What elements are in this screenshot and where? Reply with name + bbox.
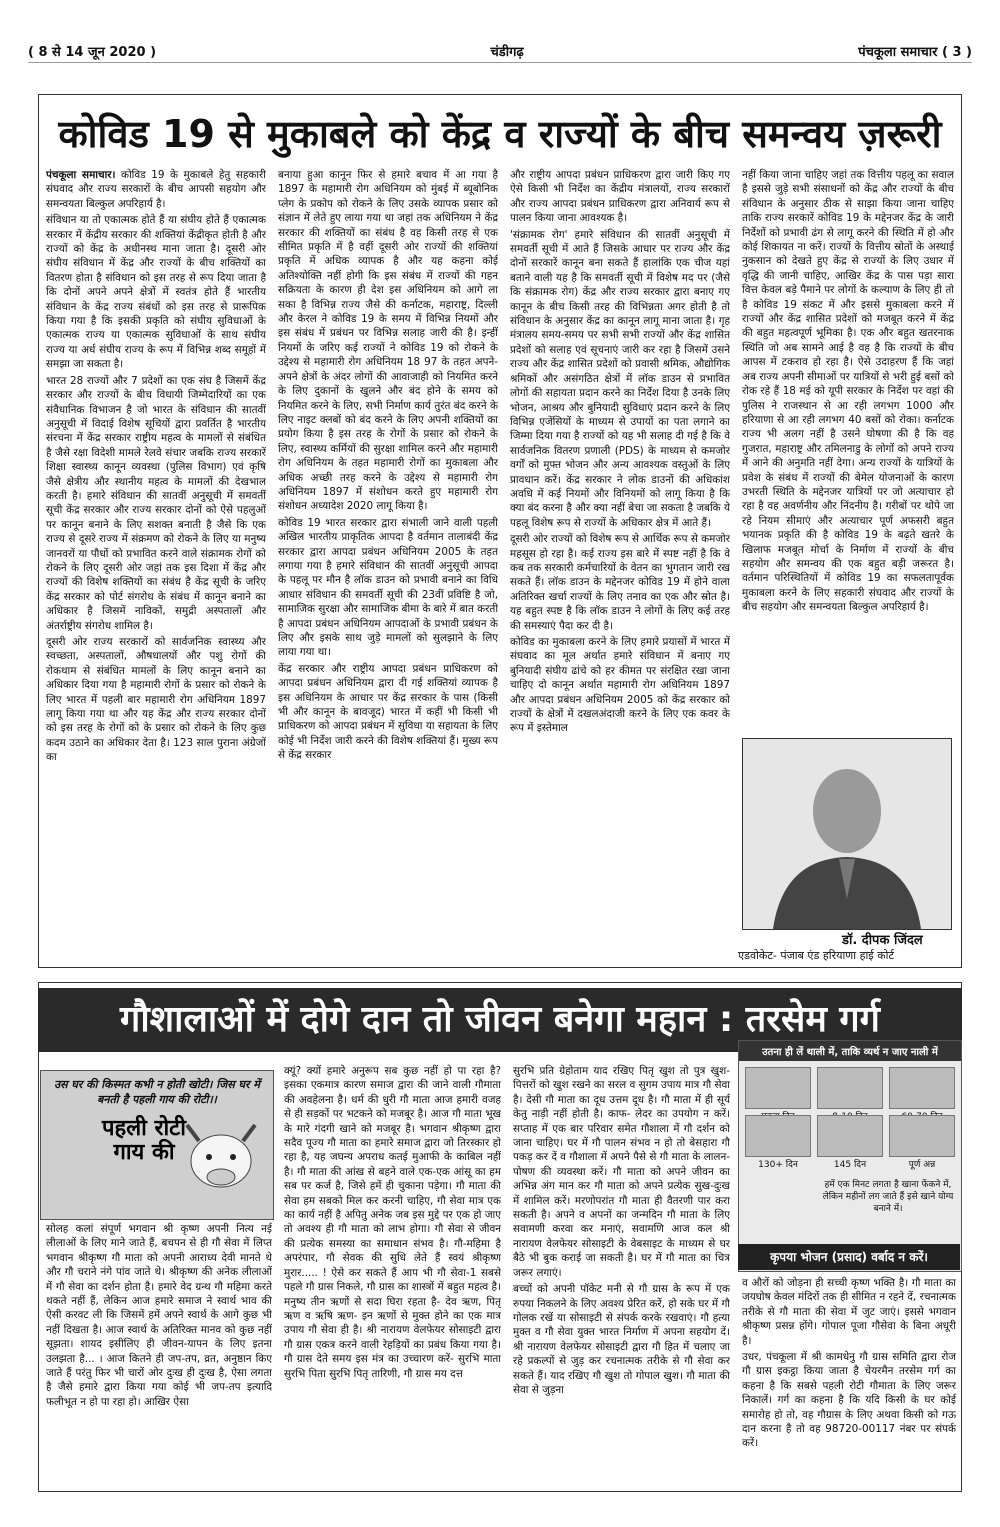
paragraph: बनाया हुआ कानून फिर से हमारे बचाव में आ गया है 1897 के महामारी रोग अधिनियम को मुंबई में ब्यूबोनिक प्लेग के प्रकोप को रोकने के लिए उसके व्यापक प्रसार को संज्ञान में लेते हुए लाया गया था जहां तक अधिनियम ने केंद्र सरकार की शक्तियों का संबंध है वह किसी तरह से एक सीमित प्रकृति में है वहीं दूसरी ओर राज्यों की शक्तियां प्रकृति में अधिक व्यापक है और यह कहना कोई अतिश्योक्ति नहीं होगी कि इस संबंध में राज्यों की गहन सक्रियता के कारण ही देश इस अधिनियम को आगे ला सका है विभिन्न राज्य जैसे की कर्नाटक, महाराष्ट्र, दिल्ली और केरल ने कोविड 19 के समय में विभिन्न नियमों और इस संबंध में प्रबंधन पर विभिन्न सलाह जारी की है। इन्हीं नियमों के जरिए कई राज्यों ने कोविड 19 को रोकने के उद्देश्य से महामारी रोग अधिनियम 18 97 के तहत अपने-अपने क्षेत्रों के अंदर लोगों की आवाजाही को नियमित करने के लिए दुकानों के खुलने और बंद होने के समय को नियमित करने के लिए, सभी निर्माण कार्य तुरंत बंद करने के लिए नाइट क्लबों को बंद करने के लिए अपनी शक्तियों का प्रयोग किया है इस तरह के रोगों के प्रसार को रोकने के लिए, स्वास्थ्य कर्मियों की सुरक्षा शामिल करने और महामारी रोग अधिनियम के तहत महामारी रोगों का मुकाबला और अधिक अच्छी तरह करने के उद्देश्य से महामारी रोग अधिनियम 1897 में संशोधन करते हुए महामारी रोग संशोधन अध्यादेश 2020 लागू किया है। [278, 169, 498, 513]
paper-name-page: पंचकूला समाचार ( 3 ) [858, 45, 972, 60]
promo-slogan: पहली रोटी गाय की [102, 1116, 186, 1165]
plate-label: 130+ दिन [758, 1160, 798, 1170]
article-covid-col-3 [510, 168, 730, 958]
edition-city: चंडीगढ़ [490, 45, 524, 60]
food-waste-banner: कृपया भोजन (प्रसाद) वर्बाद न करें। [738, 1244, 960, 1270]
paragraph: व औरों को जोड़ना ही सच्ची कृष्ण भक्ति है। गौ माता का जयघोष केवल मंदिरों तक ही सीमित न रहने दें, रचनात्मक तरीके से गौ माता की सेवा में जुट जाएं। इससे भगवान श्रीकृष्ण प्रसन्न होंगे। गोपाल पूजा गौसेवा के बिना अधूरी है। [742, 1277, 956, 1347]
article-covid-col-4 [742, 168, 954, 738]
paragraph: और राष्ट्रीय आपदा प्रबंधन प्राधिकरण द्वारा जारी किए गए ऐसे किसी भी निर्देश का केंद्रीय मंत्रालयों, राज्य सरकारों और राज्य आपदा प्रबंधन प्राधिकरण द्वारा अनिवार्य रूप से पालन किया जाना आवश्यक है। [510, 169, 730, 225]
food-waste-plates [739, 1061, 961, 1170]
article-gaushala-headline: गौशालाओं में दोगे दान तो जीवन बनेगा महान : तरसेम गर्ग [38, 988, 962, 1052]
author-role: एडवोकेट- पंजाब एंड हरियाणा हाई कोर्ट [738, 949, 895, 962]
issue-date: ( 8 से 14 जून 2020 ) [28, 45, 157, 60]
article-gaushala-col-4-wrap [742, 1276, 956, 1484]
article-gaushala-col-4 [742, 1276, 956, 1484]
food-waste-box [738, 1040, 962, 1272]
paragraph: केंद्र सरकार और राष्ट्रीय आपदा प्रबंधन प्राधिकरण को आपदा प्रबंधन अधिनियम द्वारा दी गई शक्तियां व्यापक है इस अधिनियम के आधार पर केंद्र सरकार के पास (किसी भी और कानून के बावजूद) भारत में कहीं भी किसी भी प्राधिकरण को आपदा प्रबंधन में सुविधा या सहायता के लिए कोई भी निर्देश जारी करने की विशेष शक्तियां हैं। मुख्य रूप से केंद्र सरकार [278, 662, 498, 762]
paragraph: सुरभि प्रति ग्रेहोताम याद रखिए पितृ खुश तो पुत्र खुश- पित्तरों को खुश रखने का सरल व सुगम उपाय मात्र गौ सेवा है। देसी गौ माता का दूध उत्तम दूध है। गौ माता में ही सूर्य केतु नाड़ी नहीं होती है। काफ- लेदर का उपयोग न करें। सप्ताह में एक बार परिवार समेत गौशाला में गौ दर्शन को जाना चाहिए। घर में गौ पालन संभव न हो तो बेसहारा गौ पकड़ कर दें व गौशाला में अपने पैसे से गौ माता के लालन-पोषण की व्यवस्था करें। गौ माता को अपने जीवन का अभिन्न अंग मान कर गौ माता को अपने प्रत्येक सुख-दुःख में शामिल करें। मरणोपरांत गौ माता ही वैतरणी पार करा सकती है। अपने व अपनों का जन्मदिन गौ माता के लिए सवामणी करवा कर मनाएं, सवामणि आज कल श्री नारायण वेलफेयर सोसाइटी के वेबसाइट के माध्यम से घर बैठे भी बुक कराई जा सकती है। घर में गौ माता का चित्र जरूर लगाएं। [513, 1065, 730, 1279]
paragraph: दूसरी ओर राज्यों को विशेष रूप से आर्थिक रूप से कमजोर महसूस हो रहा है। कई राज्य इस बारे में स्पष्ट नहीं है कि वे कब तक सरकारी कर्मचारियों के वेतन का भुगतान जारी रख सकते हैं। लॉक डाउन के मद्देनजर कोविड 19 में होने वाला अतिरिक्त खर्चा राज्यों के लिए तनाव का एक और स्रोत है। यह बहुत स्पष्ट है कि लॉक डाउन ने लोगों के लिए कई तरह की समस्याएं पैदा कर दी है। [510, 533, 730, 632]
paragraph: सोलह कलां संपूर्ण भगवान श्री कृष्ण अपनी नित्य नई लीलाओं के लिए माने जाते हैं, बचपन से ही गौ सेवा में लिप्त भगवान श्रीकृष्ण गौ माता को अपनी आराध्य देवी मानते थे और गौ चराने नंगे पांव जाते थे। श्रीकृष्ण की अनेक लीलाओं में गौ सेवा का दर्शन होता है। हमारे वेद ग्रन्थ गौ महिमा करते थकते नहीं हैं, लेकिन आज हमारे समाज ने स्वार्थ भाव की ऐसी करवट ली कि जिसमें हमें अपने स्वार्थ के आगे कुछ भी नहीं दिखता है। आज स्वार्थ के अतिरिक्त मानव को कुछ नहीं सूझता। शायद इसीलिए ही जीवन-यापन के लिए इतना उलझता है... । आज कितने ही जप-तप, व्रत, अनुष्ठान किए जाते हैं परंतु फिर भी चारों ओर दुःख ही दुःख है, ऐसा लगता है जैसे हमारे द्वारा किया गया कोई भी जप-तप इत्यादि फलीभूत न हो पा रहा हो। आखिर ऐसा [46, 1223, 272, 1408]
paragraph: 'संक्रामक रोग' हमारे संविधान की सातवीं अनुसूची में समवर्ती सूची में आते हैं जिसके आधार पर राज्य और केंद्र दोनों सरकारें कानून बना सकते हैं हालांकि एक चीज यहां बताने वाली यह है कि समवर्ती सूची में विशेष मद पर (जैसे कि संक्रामक रोग) केंद्र और राज्य सरकार द्वारा बनाए गए कानून के बीच किसी तरह की विभिन्नता अगर होती है तो संविधान के अनुसार केंद्र का कानून लागू माना जाता है। गृह मंत्रालय समय-समय पर सभी सभी राज्यों और केंद्र शासित प्रदेशों को सलाह एवं सूचनाएं जारी कर रहा है जिसमें उसने राज्य और केंद्र शासित प्रदेशों को प्रवासी श्रमिक, औद्योगिक श्रमिकों और असंगठित क्षेत्रों में लॉक डाउन से प्रभावित लोगों की सहायता प्रदान करने का निर्देश दिया है उनके लिए भोजन, आश्रय और बुनियादी सुविधाएं प्रदान करने के लिए विभिन्न एजेंसियों के माध्यम से उपायों का पता लगाने का जिम्मा दिया गया है राज्यों को यह भी सलाह दी गई है कि वे सार्वजनिक वितरण प्रणाली (PDS) के माध्यम से कमजोर वर्गों को मुफ्त भोजन और अन्य आवश्यक वस्तुओं के लिए प्रावधान करें। केंद्र सरकार ने लोक डाउनों की अधिकांश अवधि में कई नियमों और विनियमों को लागू किया है कि क्या बंद करना है और क्या नहीं बेचा जा सकता है जबकि ये पहलू विशेष रूप से राज्यों के अधिकार क्षेत्र में आते हैं। [510, 228, 730, 529]
article-gaushala-columns [284, 1064, 730, 1484]
paragraph: कोविड 19 के मुकाबले हेतु सहकारी संघवाद और राज्य सरकारों के बीच आपसी सहयोग और समन्वयता बिल्कुल अपरिहार्य है। [46, 169, 266, 210]
plate-image [817, 1115, 883, 1170]
plate-image [745, 1067, 811, 1109]
paragraph: संविधान या तो एकात्मक होते हैं या संघीय होते हैं एकात्मक सरकार में केंद्रीय सरकार की शक्तियां केंद्रीकृत होती है और राज्यों को केंद्र के अधीनस्थ माना जाता है। दूसरी ओर संघीय संविधान में केंद्र और राज्यों के बीच शक्तियों का वितरण होता है संविधान को इस तरह से रूप दिया जाता है कि दोनों अपने अपने क्षेत्रों में स्वतंत्र होते हैं भारतीय संविधान के केंद्र राज्य संबंधों को इस तरह से प्रारूपिक किया गया है कि इसकी प्रकृति को संघीय सुविधाओं के एकात्मक राज्य या एकात्मक सुविधाओं के साथ संघीय राज्य या अर्ध संघीय राज्य के रूप में विभिन्न शब्द समूहों में समझा जा सकता है। [46, 214, 266, 371]
plate-image [745, 1115, 811, 1170]
paragraph: दूसरी ओर राज्य सरकारों को सार्वजनिक स्वास्थ्य और स्वच्छता, अस्पतालों, औषधालयों और पशु रोगों की रोकथाम से संबंधित मामलों के लिए कानून बनाने का अधिकार दिया गया है महामारी रोगों के प्रसार को रोकने के लिए भारत में पहली बार महामारी रोग अधिनियम 1897 लागू किया गया था और यह केंद्र और राज्य सरकार दोनों को इस तरह के रोगों को के प्रसार को रोकने के लिए कुछ कदम उठाने का अधिकार देता है। 123 साल पुराना अंग्रेजों का [46, 636, 266, 764]
food-waste-note: हमें एक मिनट लगता है खाना फेंकने में, लेकिन महीनों लग जाते हैं इसे खाने योग्य बनाने में। [822, 1180, 954, 1214]
article-gaushala-col-2 [284, 1064, 501, 1484]
author-photo [742, 738, 952, 930]
paragraph: बच्चों को अपनी पॉकेट मनी से गौ ग्रास के रूप में एक रुपया निकलने के लिए अवश्य प्रेरित करें, हो सके घर में गौ गोलक रखें या सोसाइटी से संपर्क करके रखवाएं। गौ हत्या मुक्त व गौ सेवा युक्त भारत निर्माण में अपना सहयोग दें। श्री नारायण वेलफेयर सोसाइटी द्वारा गौ हित में चलाए जा रहे प्रकल्पों से जुड़ कर रचनात्मक तरीके से गौ सेवा कर सकते हैं। याद रखिए गौ खुश तो गोपाल खुश। गौ माता की सेवा से जुड़ना [513, 1283, 730, 1396]
promo-quote: उस घर की किस्मत कभी न होती खोटी। जिस घर में बनती है पहली गाय की रोटी।। [54, 1078, 260, 1106]
article-covid-col-1 [46, 168, 266, 958]
article-gaushala-col-1-wrap [46, 1222, 272, 1484]
plate-label: पूर्ण अन्न [908, 1160, 936, 1170]
cow-icon [169, 1111, 265, 1211]
article-gaushala-col-1 [46, 1222, 272, 1484]
paragraph: उधर, पंचकूला में श्री कामधेनु गौ ग्रास समिति द्वारा रोज गौ ग्रास इकट्ठा किया जाता है चेयरमैन तरसेम गर्ग का कहना है कि सबसे पहली रोटी गौमाता के लिए जरूर निकालें। गर्ग का कहना है कि यदि किसी के घर कोई समारोह हो तो, वह गौग्रास के लिए अथवा किसी को गऊ दान करना है तो वह 98720-00117 नंबर पर संपर्क करें। [742, 1351, 956, 1450]
article-covid-headline: कोविड 19 से मुकाबले को केंद्र व राज्यों के बीच समन्वय ज़रूरी [40, 104, 960, 164]
paragraph: कोविड का मुकाबला करने के लिए हमारे प्रयासों में भारत में संघवाद का मूल अर्थात हमारे संविधान में बनाए गए बुनियादी संघीय ढांचे को हर कीमत पर संरक्षित रखा जाना चाहिए दो कानून अर्थात महामारी रोग अधिनियम 1897 और आपदा प्रबंधन अधिनियम 2005 को केंद्र सरकार को राज्यों के क्षेत्रों में दखलअंदाजी करने के लिए एक कवर के रूप में इस्तेमाल [510, 636, 730, 735]
paragraph: कोविड 19 भारत सरकार द्वारा संभाली जाने वाली पहली अखिल भारतीय प्राकृतिक आपदा है वर्तमान तालाबंदी केंद्र सरकार द्वारा आपदा प्रबंधन अधिनियम 2005 के तहत लगाया गया है हमारे संविधान की सातवीं अनुसूची आपदा के पहलू पर मौन है लॉक डाउन को प्रभावी बनाने का विधि आधार संविधान की समवर्ती सूची की 23वीं प्रविष्टि है जो, सामाजिक सुरक्षा और सामाजिक बीमा के बारे में बात करती है आपदा प्रबंधन अधिनियम आपदाओं के प्रभावी प्रबंधन के लिए और इसके साथ जुड़े मामलों को सुलझाने के लिए लाया गया था। [278, 516, 498, 659]
article-covid-col-2 [278, 168, 498, 958]
page-header [28, 40, 972, 63]
plate-image [817, 1067, 883, 1109]
food-waste-heading: उतना ही लें थाली में, ताकि व्यर्थ न जाए नाली में [739, 1041, 961, 1061]
paragraph: भारत 28 राज्यों और 7 प्रदेशों का एक संघ है जिसमें केंद्र सरकार और राज्यों के बीच विधायी जिम्मेदारियों का एक संवैधानिक विभाजन है जो भारत के संविधान की सातवीं अनुसूची में विदाई विशेष सूचियों द्वारा प्रवर्तित है भारतीय संरचना में केंद्र सरकार राष्ट्रीय महत्व के मामलों से संबंधित है जैसे रक्षा विदेशी मामले रेलवे संचार जबकि राज्य सरकारें शिक्षा स्वास्थ्य कानून व्यवस्था (पुलिस विभाग) एवं कृषि जैसे क्षेत्रीय और स्थानीय महत्व के मामलों की देखभाल करती है। हमारे संविधान की सातवीं अनुसूची में समवर्ती सूची केंद्र सरकार और राज्य सरकार दोनों को ऐसे पहलुओं पर कानून बनाने के लिए सशक्त बनाती है जैसे कि एक राज्य से दूसरे राज्य में संक्रमण को रोकने के लिए या मनुष्य जानवरों या पौधों को प्रभावित करने वाले संक्रामक रोगों को रोकने के लिए दूसरी ओर जहां तक इस दिशा में केंद्र और राज्यों की विशेष शक्तियों का संबंध है केंद्र सूची के जरिए केंद्र सरकार को पोर्ट संगरोध के संबंध में कानून बनाने का अधिकार है जिसमें नाविकों, समुद्री अस्पतालों और अंतर्राष्ट्रीय संगरोध शामिल है। [46, 374, 266, 632]
plate-image [889, 1067, 955, 1109]
byline: पंचकूला समाचार। [46, 169, 116, 181]
promo-box [40, 1070, 274, 1220]
paragraph: नहीं किया जाना चाहिए जहां तक वित्तीय पहलू का सवाल है इससे जुड़े सभी संसाधनों को केंद्र और राज्यों के बीच संविधान के अनुसार ठीक से साझा किया जाना चाहिए ताकि राज्य सरकारें कोविड 19 के मद्देनजर केंद्र के जारी निर्देशों को प्रभावी ढंग से लागू करने की स्थिति में हो और कोई शिकायत ना करें। राज्यों के वित्तीय स्रोतों के अस्थाई नुकसान को देखते हुए केंद्र से राज्यों के लिए उधार में वृद्धि की जानी चाहिए, आखिर केंद्र के पास पड़ा सारा वित्त केवल बड़े पैमाने पर लोगों के कल्याण के लिए ही तो है कोविड 19 संकट में और इससे मुकाबला करने में राज्यों और केंद्र शासित प्रदेशों को मजबूत करने में केंद्र की बहुत महत्वपूर्ण भूमिका है। एक और बहुत खतरनाक स्थिति जो अब सामने आई है वह है कि राज्यों के बीच आपस में टकराव हो रहा है। ऐसे उदाहरण हैं कि जहां अब राज्य अपनी सीमाओं पर यात्रियों से भरी हुई बसों को रोक रहे हैं 18 मई को यूपी सरकार के निर्देश पर वहां की पुलिस ने राजस्थान से आ रही लगभग 1000 और हरियाणा से आ रही लगभग 40 बसों को रोका। कर्नाटक राज्य भी अलग नहीं है उसने घोषणा की है कि वह गुजरात, महाराष्ट्र और तमिलनाडु के लोगों को अपने राज्य में आने की अनुमति नहीं देगा। अन्य राज्यों के यात्रियों के प्रवेश के संबंध में राज्यों की बेमेल योजनाओं के कारण उभरती स्थिति के मद्देनजर यात्रियों पर जो अत्याचार हो रहा है वह अवर्णनीय और निंदनीय है। गरीबों पर थोपे जा रहे नियम सीमाएं और अत्याचार पूर्ण अफसरी बहुत भयानक प्रकृति की है कोविड 19 के बढ़ते खतरे के खिलाफ मजबूत मोर्चा के निर्माण में राज्यों के बीच सहयोग और समन्वय की एक बहुत बड़ी जरूरत है। वर्तमान परिस्थितियों में कोविड 19 का सफलतापूर्वक मुकाबला करने के लिए सहकारी संघवाद और राज्यों के बीच सहयोग और समन्वयता बिल्कुल अपरिहार्य है। [742, 169, 954, 614]
plate-label: 145 दिन [833, 1160, 867, 1170]
portrait-icon [743, 739, 951, 929]
paragraph: क्यूं? क्यों हमारे अनुरूप सब कुछ नहीं हो पा रहा है? इसका एकमात्र कारण समाज द्वारा की जाने वाली गौमाता की अवहेलना है। धर्म की धुरी गौ माता आज हमारी वजह से ही सड़कों पर भटकने को मजबूर है। आज गौ माता भूख के मारे गंदगी खाने को मजबूर है। भगवान श्रीकृष्ण द्वारा सदैव पूज्य गौ माता का हमारे समाज द्वारा जो तिरस्कार हो रहा है, यह जघन्य अपराध कतई मुआफी के काबिल नहीं है। गौ माता की आंख से बहने वाले एक-एक आंसू का हम सब पर कर्ज है, जिसे हमें ही चुकाना पड़ेगा। गौ माता की सेवा हम सबको मिल कर करनी चाहिए, गौ सेवा मात्र एक का कार्य नहीं है अपितु अनेक जब इस मुद्दे पर एक हो जाए तो अवश्य ही गौ माता को लाभ होगा। गौ सेवा से जीवन की प्रत्येक समस्या का समाधान संभव है। गौ-महिमा है अपरंपार, गौ सेवक की सुधि लेते हैं स्वयं श्रीकृष्ण मुरार..... ! ऐसे कर सकते हैं आप भी गौ सेवा-1 सबसे पहले गौ ग्रास निकले, गौ ग्रास का शास्त्रों में बहुत महत्व है। मनुष्य तीन ऋणों से सदा घिरा रहता है- देव ऋण, पितृ ऋण व ऋषि ऋण- इन ऋणों से मुक्त होने का एक मात्र उपाय गौ सेवा ही है। श्री नारायण वेलफेयर सोसाइटी द्वारा गौ ग्रास एकत्र करने वाली रेहड़ियों का प्रबंध किया गया है। गौ ग्रास देते समय इस मंत्र का उच्चारण करें- सुरभि माता सुरभि पिता सुरभि पितृ तारिणी, गौ ग्रास मय दत्त [284, 1065, 501, 1380]
author-name: डॉ. दीपक जिंदल [842, 933, 923, 948]
article-gaushala-col-3 [513, 1064, 730, 1484]
plate-image [889, 1115, 955, 1170]
